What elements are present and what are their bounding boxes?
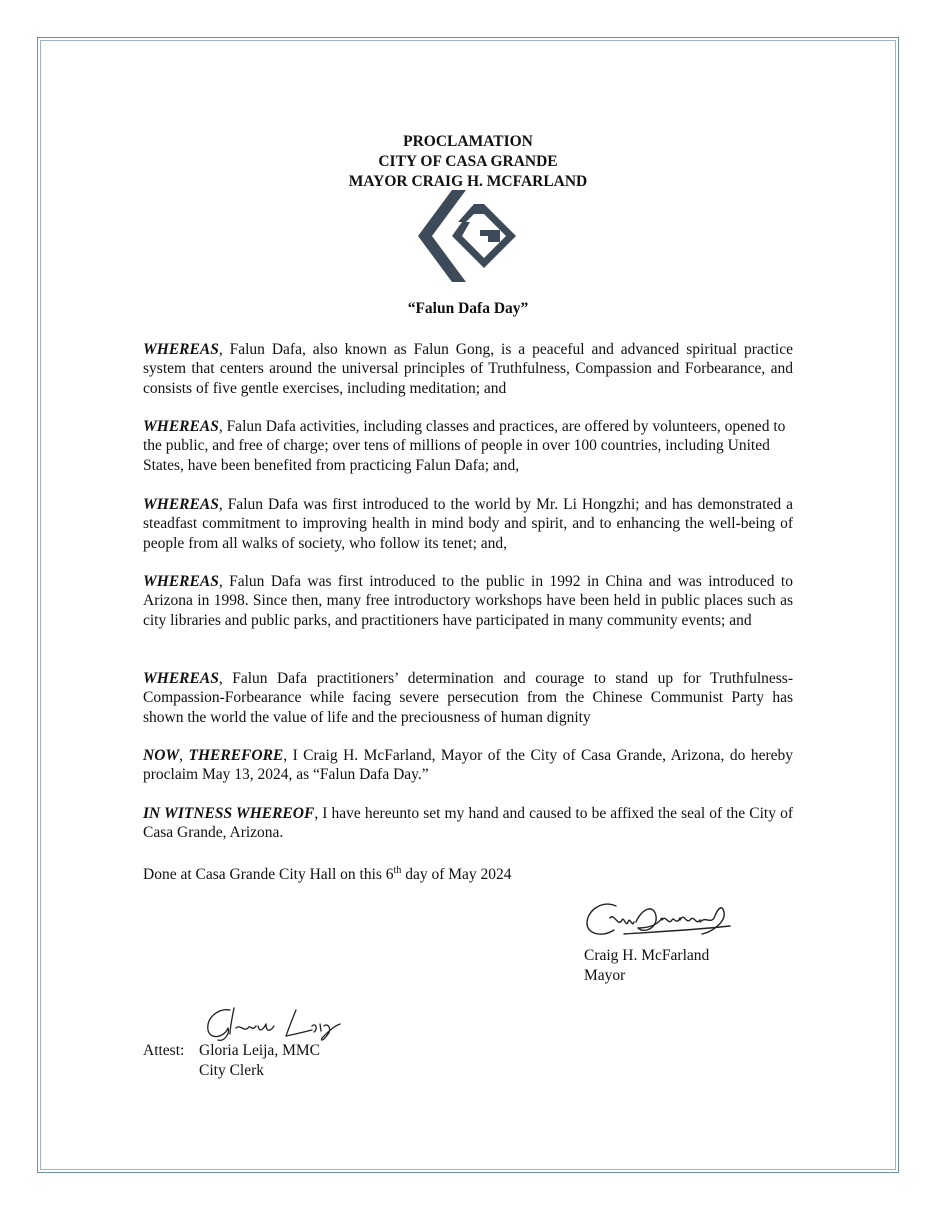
mayor-title: Mayor (584, 967, 626, 984)
done-at-date: day of May 2024 (401, 866, 512, 884)
paragraph-text: , I Craig H. McFarland, Mayor of the City of Casa Grande, Arizona, do hereby proclaim May 13, 2024, as “Falun Dafa Day.” (143, 747, 793, 784)
therefore-keyword: THEREFORE (188, 747, 284, 764)
separator-text: , (179, 747, 189, 764)
witness-paragraph (143, 804, 793, 843)
paragraph-text: , Falun Dafa, also known as Falun Gong, is a peaceful and advanced spiritual practice system that centers around the universal principles of Truthfulness, Compassion and Forbearance, and consists of five gentle exercises, including meditation; and (143, 341, 793, 397)
witness-keyword: IN WITNESS WHEREOF (143, 805, 315, 822)
attest-row (143, 1041, 320, 1061)
whereas-keyword: WHEREAS (143, 496, 219, 513)
casa-grande-logo-icon (416, 190, 518, 282)
paragraph-text: , Falun Dafa was first introduced to the public in 1992 in China and was introduced to Arizona in 1998. Since then, many free introductory workshops have been held in public places such as city libraries and public parks, and practitioners have participated in many community events; and (143, 573, 793, 629)
attest-block (143, 1041, 320, 1081)
proclamation-subtitle: “Falun Dafa Day” (407, 300, 529, 317)
done-at-paragraph (143, 861, 793, 885)
whereas-keyword: WHEREAS (143, 670, 219, 687)
clerk-name: Gloria Leija, MMC (199, 1042, 320, 1059)
whereas-paragraph-1 (143, 340, 793, 398)
mayor-name: Craig H. McFarland (584, 947, 710, 964)
whereas-keyword: WHEREAS (143, 341, 219, 358)
ordinal-suffix: th (393, 865, 402, 876)
header-city: CITY OF CASA GRANDE (378, 153, 558, 170)
whereas-keyword: WHEREAS (143, 573, 219, 590)
clerk-title: City Clerk (199, 1062, 265, 1079)
paragraph-text: , I have hereunto set my hand and caused to be affixed the seal of the City of Casa Grande, Arizona. (143, 805, 793, 842)
header-title: PROCLAMATION (403, 133, 533, 150)
whereas-paragraph-5 (143, 669, 793, 727)
whereas-paragraph-3 (143, 495, 793, 553)
header-mayor: MAYOR CRAIG H. MCFARLAND (348, 173, 588, 190)
whereas-keyword: WHEREAS (143, 418, 219, 435)
mayor-signature-block (584, 946, 709, 986)
therefore-paragraph (143, 746, 793, 785)
proclamation-header (0, 132, 936, 192)
paragraph-text: , Falun Dafa activities, including classes and practices, are offered by volunteers, opened to the public, and free of charge; over tens of millions of people in over 100 countries, including United States, have been benefited from practicing Falun Dafa; and, (143, 418, 786, 474)
attest-label: Attest: (143, 1042, 185, 1059)
done-at-text: Done at Casa Grande City Hall on this 6 (143, 866, 394, 884)
paragraph-text: , Falun Dafa practitioners’ determination and courage to stand up for Truthfulness-Compassion-Forbearance while facing severe persecution from the Chinese Communist Party has shown the world the value of life and the preciousness of human dignity (143, 670, 793, 726)
whereas-paragraph-4 (143, 572, 793, 630)
mayor-signature-icon (584, 898, 734, 944)
now-keyword: NOW (143, 747, 180, 764)
logo-shape (418, 190, 516, 282)
whereas-paragraph-2 (143, 417, 803, 475)
clerk-signature-icon (200, 1004, 345, 1044)
paragraph-text: , Falun Dafa was first introduced to the world by Mr. Li Hongzhi; and has demonstrated a steadfast commitment to improving health in mind body and spirit, and to enhancing the well-being of people from all walks of society, who follow its tenet; and, (143, 496, 793, 552)
